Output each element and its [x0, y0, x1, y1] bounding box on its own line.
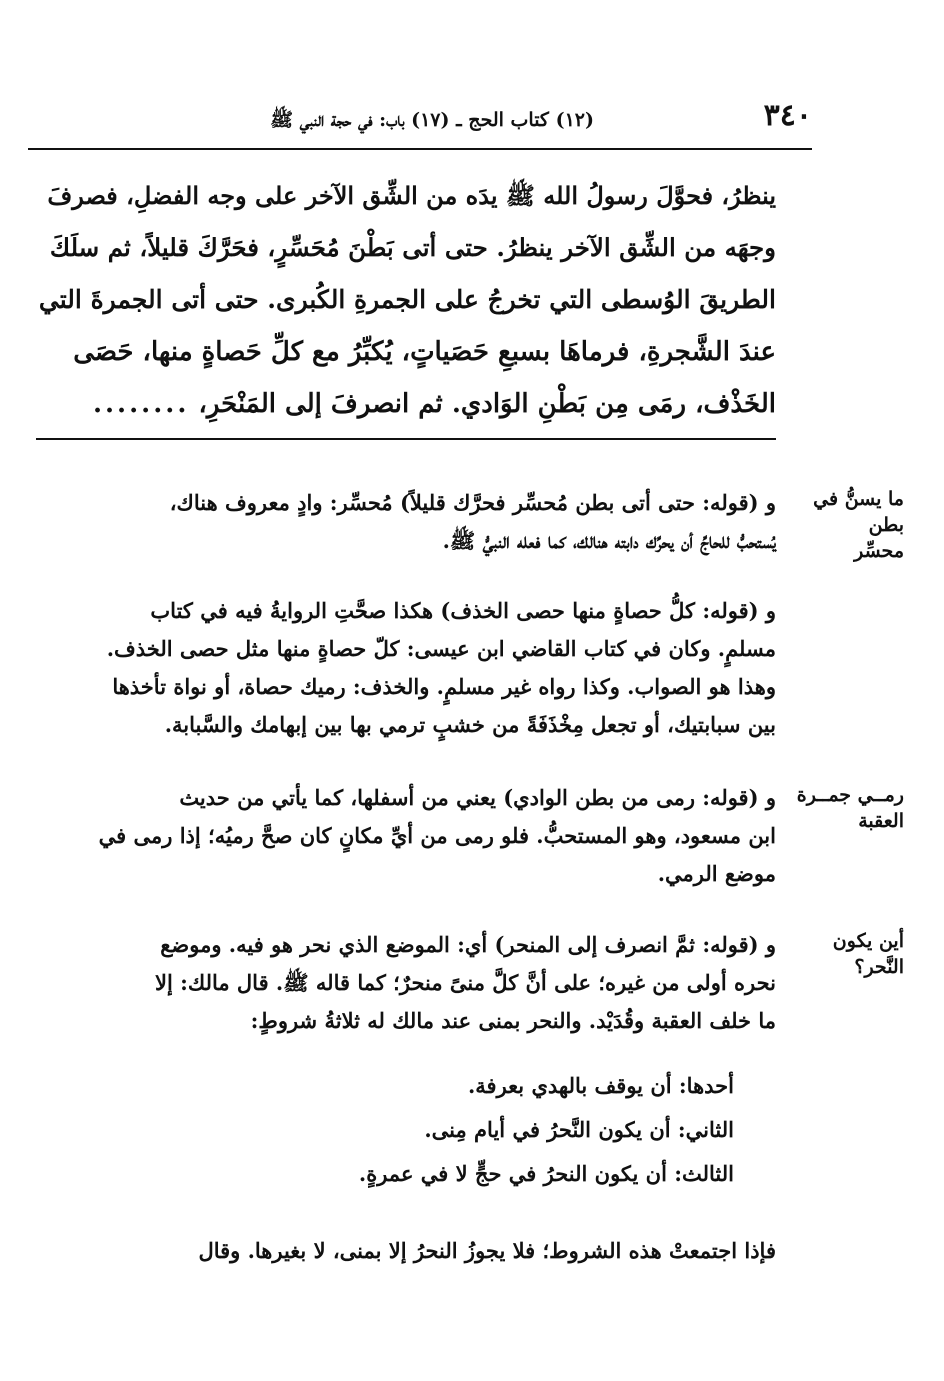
commentary-paragraph — [36, 484, 776, 560]
condition-item — [359, 1152, 734, 1196]
commentary-line: وهذا هو الصواب. وكذا رواه غير مسلمٍ. والخذف: رميك حصاة، أو نواة تأخذها — [112, 674, 776, 699]
margin-note-aqaba — [784, 782, 904, 834]
hadith-line: ينظرُ، فحوَّلَ رسولُ الله ﷺ يدَه من الشِّق الآخر على وجه الفضلِ، فصرفَ — [47, 181, 776, 210]
margin-note-nahr — [784, 928, 904, 980]
header-rule — [28, 148, 812, 150]
running-title: (١٢) كتاب الحج ـ (١٧) باب: في حجة النبي ﷺ — [270, 109, 594, 131]
commentary-line: موضع الرمي. — [657, 861, 776, 886]
commentary-paragraph — [36, 1232, 776, 1270]
margin-note-line: ما يسنُّ في بطن — [813, 488, 904, 536]
condition-item — [359, 1064, 734, 1108]
commentary-line: بين سبابتيك، أو تجعل مِخْذَفَةً من خشبٍ ترمي بها بين إبهامك والسَّبابة. — [164, 712, 776, 737]
commentary-line: و (قوله: رمى من بطن الوادي) يعني من أسفلها، كما يأتي من حديث — [179, 785, 776, 810]
condition-text: أن يكون النحرُ في حجٍّ لا في عمرةٍ. — [358, 1161, 667, 1186]
hadith-line: عندَ الشَّجرةِ، فرماهَا بسبعِ حَصَياتٍ، يُكبِّرُ مع كلِّ حَصاةٍ منها، حَصَى — [73, 337, 776, 367]
page-number: ٣٤٠ — [763, 98, 812, 133]
margin-note-line: النَّحر؟ — [854, 956, 904, 978]
commentary-line: مسلمٍ. وكان في كتاب القاضي ابن عيسى: كلّ حصاةٍ منها مثل حصى الخذف. — [106, 636, 776, 661]
text-commentary-divider — [36, 438, 776, 440]
margin-note-line: العقبة — [858, 810, 904, 832]
condition-text: أن يكون النَّحرُ في أيام مِنى. — [424, 1117, 671, 1142]
commentary-paragraph — [36, 926, 776, 1040]
running-header — [28, 100, 812, 144]
commentary-paragraph — [36, 592, 776, 744]
continuation-dots: ........ — [92, 389, 190, 419]
condition-label: الثالث: — [674, 1161, 734, 1186]
commentary-line: فإذا اجتمعتْ هذه الشروط؛ فلا يجوزُ النحرُ إلا بمنى، لا بغيرها. وقال — [198, 1238, 776, 1263]
commentary-line: و (قوله: حتى أتى بطن مُحسِّر فحرَّك قليلاً) مُحسِّر: وادٍ معروف هناك، — [169, 490, 776, 515]
commentary-line: يُستحبُّ للحاجِّ أن يحرِّك دابته هنالك، كما فعله النبيُّ ﷺ. — [442, 528, 776, 553]
commentary-line: ما خلف العقبة وقُدَيْد. والنحر بمنى عند مالك له ثلاثةُ شروطٍ: — [250, 1008, 776, 1033]
margin-note-line: محسِّر — [854, 540, 904, 562]
condition-item — [359, 1108, 734, 1152]
hadith-line-last — [36, 378, 776, 430]
margin-note-line: رمــي جمــرة — [796, 784, 904, 806]
commentary-line: و (قوله: ثمَّ انصرف إلى المنحر) أي: الموضع الذي نحر هو فيه. وموضع — [160, 932, 776, 957]
margin-note-muhassir — [784, 486, 904, 564]
condition-label: الثاني: — [677, 1117, 734, 1142]
commentary-paragraph — [36, 779, 776, 893]
conditions-list — [359, 1064, 734, 1196]
hadith-line: الطريقَ الوُسطى التي تخرجُ على الجمرةِ الكُبرى. حتى أتى الجمرةَ التي — [38, 285, 776, 314]
hadith-line: وجهَه من الشِّق الآخر ينظرُ. حتى أتى بَطْنَ مُحَسِّرٍ، فحَرَّكَ قليلاً، ثم سلَكَ — [49, 233, 776, 262]
margin-note-line: أين يكون — [832, 930, 904, 952]
condition-text: أن يوقف بالهدي بعرفة. — [467, 1073, 672, 1098]
commentary-line: نحره أولى من غيره؛ على أنَّ كلَّ منىً منحرٌ؛ كما قاله ﷺ. قال مالك: إلا — [155, 970, 776, 995]
hadith-text — [36, 170, 776, 430]
commentary-line: ابن مسعود، وهو المستحبُّ. فلو رمى من أيِّ مكانٍ كان صحَّ رميُه؛ إذا رمى في — [98, 823, 776, 848]
commentary-line: و (قوله: كلُّ حصاةٍ منها حصى الخذف) هكذا صحَّتِ الروايةُ فيه في كتاب — [150, 598, 776, 623]
hadith-line: الخَذْف، رمَى مِن بَطْنِ الوَادي. ثم انصرفَ إلى المَنْحَرِ، — [198, 389, 776, 419]
condition-label: أحدها: — [678, 1073, 734, 1098]
